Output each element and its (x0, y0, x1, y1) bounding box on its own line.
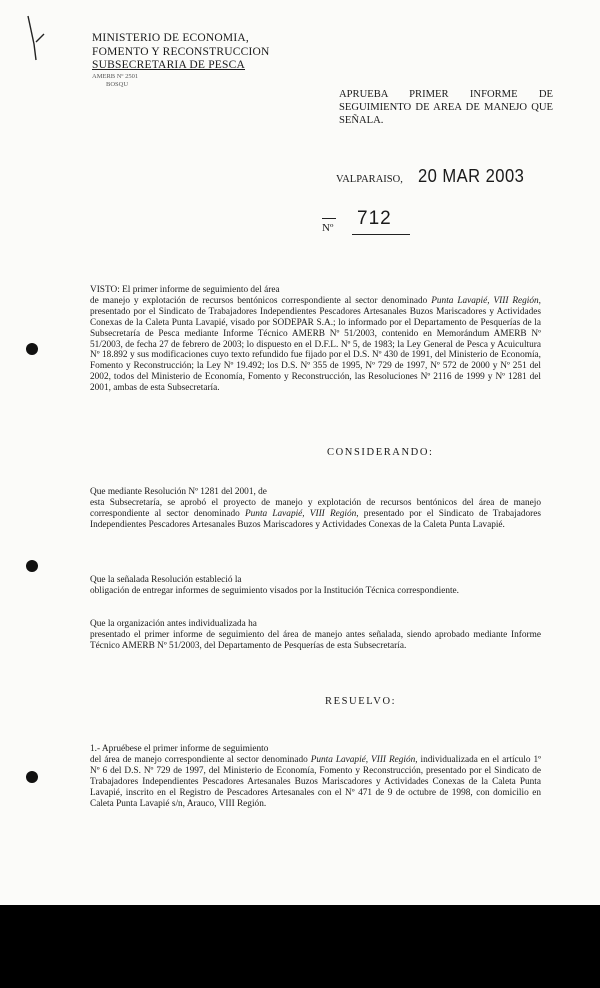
resuelvo-paragraph-1 (90, 744, 541, 809)
paragraph-text: del área de manejo correspondiente al sector denominado (90, 754, 311, 765)
number-label: Nº (322, 222, 334, 234)
punch-hole (26, 560, 38, 572)
punch-hole (26, 771, 38, 783)
scan-border (0, 905, 600, 988)
paragraph-text: esta Subsecretaría, se aprobó el proyecto de manejo y explotación de recursos bentónicos del área de manejo correspondiente al sector denominado (90, 497, 541, 519)
considerando-heading: CONSIDERANDO: (327, 447, 434, 458)
resolution-number: 712 (357, 208, 392, 229)
date-stamp: 20 MAR 2003 (418, 166, 525, 186)
paragraph-lead: VISTO: El primer informe de seguimiento del área (90, 285, 280, 295)
paragraph-text: , presentado por el Sindicato de Trabajadores Independientes Pescadores Artesanales Buzos Mariscadores y Actividades Conexas de la Caleta Punta Lavapié. (90, 508, 541, 530)
letterhead (92, 32, 302, 73)
number-dash (322, 218, 336, 219)
place-name: Punta Lavapié, VIII Región (310, 754, 416, 765)
number-underline (352, 234, 410, 235)
paragraph-lead: Que la organización antes individualizada ha (90, 619, 257, 629)
letterhead-ministry: MINISTERIO DE ECONOMIA, (92, 32, 249, 44)
place-name: Punta Lavapié, VIII Región (431, 295, 539, 306)
stamp-seal (92, 73, 182, 89)
paragraph-lead: Que mediante Resolución Nº 1281 del 2001, de (90, 487, 267, 497)
paragraph-lead: 1.- Apruébese el primer informe de seguimiento (90, 744, 269, 754)
pen-stroke-mark (22, 14, 52, 64)
resuelvo-heading: RESUELVO: (325, 696, 397, 707)
considerando-paragraph-3 (90, 619, 541, 652)
letterhead-subsecretaria: SUBSECRETARIA DE PESCA (92, 59, 246, 71)
seal-line: AMERB Nº 2501 (92, 73, 139, 80)
paragraph-text: obligación de entregar informes de seguimiento visados por la Institución Técnica correspondiente. (90, 585, 460, 596)
considerando-paragraph-2 (90, 575, 541, 597)
punch-hole (26, 343, 38, 355)
place-name: Punta Lavapié, VIII Región (244, 508, 357, 519)
paragraph-text: de manejo y explotación de recursos bentónicos correspondiente al sector denominado (90, 295, 432, 306)
letterhead-ministry-cont: FOMENTO Y RECONSTRUCCION (92, 45, 270, 58)
paragraph-lead: Que la señalada Resolución estableció la (90, 575, 242, 585)
paragraph-text: , individualizada en el artículo 1º Nº 6 del D.S. Nº 729 de 1997, del Ministerio de Economía, Fomento y Reconstrucción, presentado por el Sindicato de Trabajadores Independientes Pescadores Artesanales Buzos Mariscadores y Actividades Conexas de la Caleta Punta Lavapié, inscrito en el Registro de Pescadores Artesanales con el Nº 471 de 9 de octubre de 1998, con domicilio en Caleta Punta Lavapié s/n, Arauco, VIII Región. (90, 754, 541, 809)
seal-line: BOSQU (106, 81, 129, 88)
paragraph-text: , presentado por el Sindicato de Trabajadores Independientes Pescadores Artesanales Buzos Mariscadores y Actividades Conexas de la Caleta Punta Lavapié, visado por SODEPAR S.A.; lo informado por el Departamento de Pesquerías de la Subsecretaría de Pesca mediante Informe Técnico AMERB Nº 51/2003, contenido en Memorándum AMERB Nº 51/2003, de fecha 27 de febrero de 2003; lo dispuesto en el D.F.L. Nº 5, de 1983; la Ley General de Pesca y Acuicultura Nº 18.892 y sus modificaciones cuyo texto refundido fue fijado por el D.S. Nº 430 de 1991, del Ministerio de Economía, Fomento y Reconstrucción; la Ley Nº 19.492; los D.S. Nº 355 de 1995, Nº 729 de 1997, Nº 572 de 2000 y Nº 251 del 2002, todos del Ministerio de Economía, Fomento y Reconstrucción, las Resoluciones Nº 2116 de 1999 y Nº 1281 del 2001, ambas de esta Subsecretaría. (90, 295, 541, 394)
paragraph-text: presentado el primer informe de seguimiento del área de manejo antes señalada, siendo aprobado mediante Informe Técnico AMERB Nº 51/2003, del Departamento de Pesquerías de esta Subsecretaría. (90, 629, 541, 651)
place: VALPARAISO, (336, 174, 403, 185)
considerando-paragraph-1 (90, 487, 541, 531)
visto-paragraph (90, 285, 541, 394)
subject-heading: APRUEBA PRIMER INFORME DE SEGUIMIENTO DE AREA DE MANEJO QUE SEÑALA. (339, 89, 553, 126)
